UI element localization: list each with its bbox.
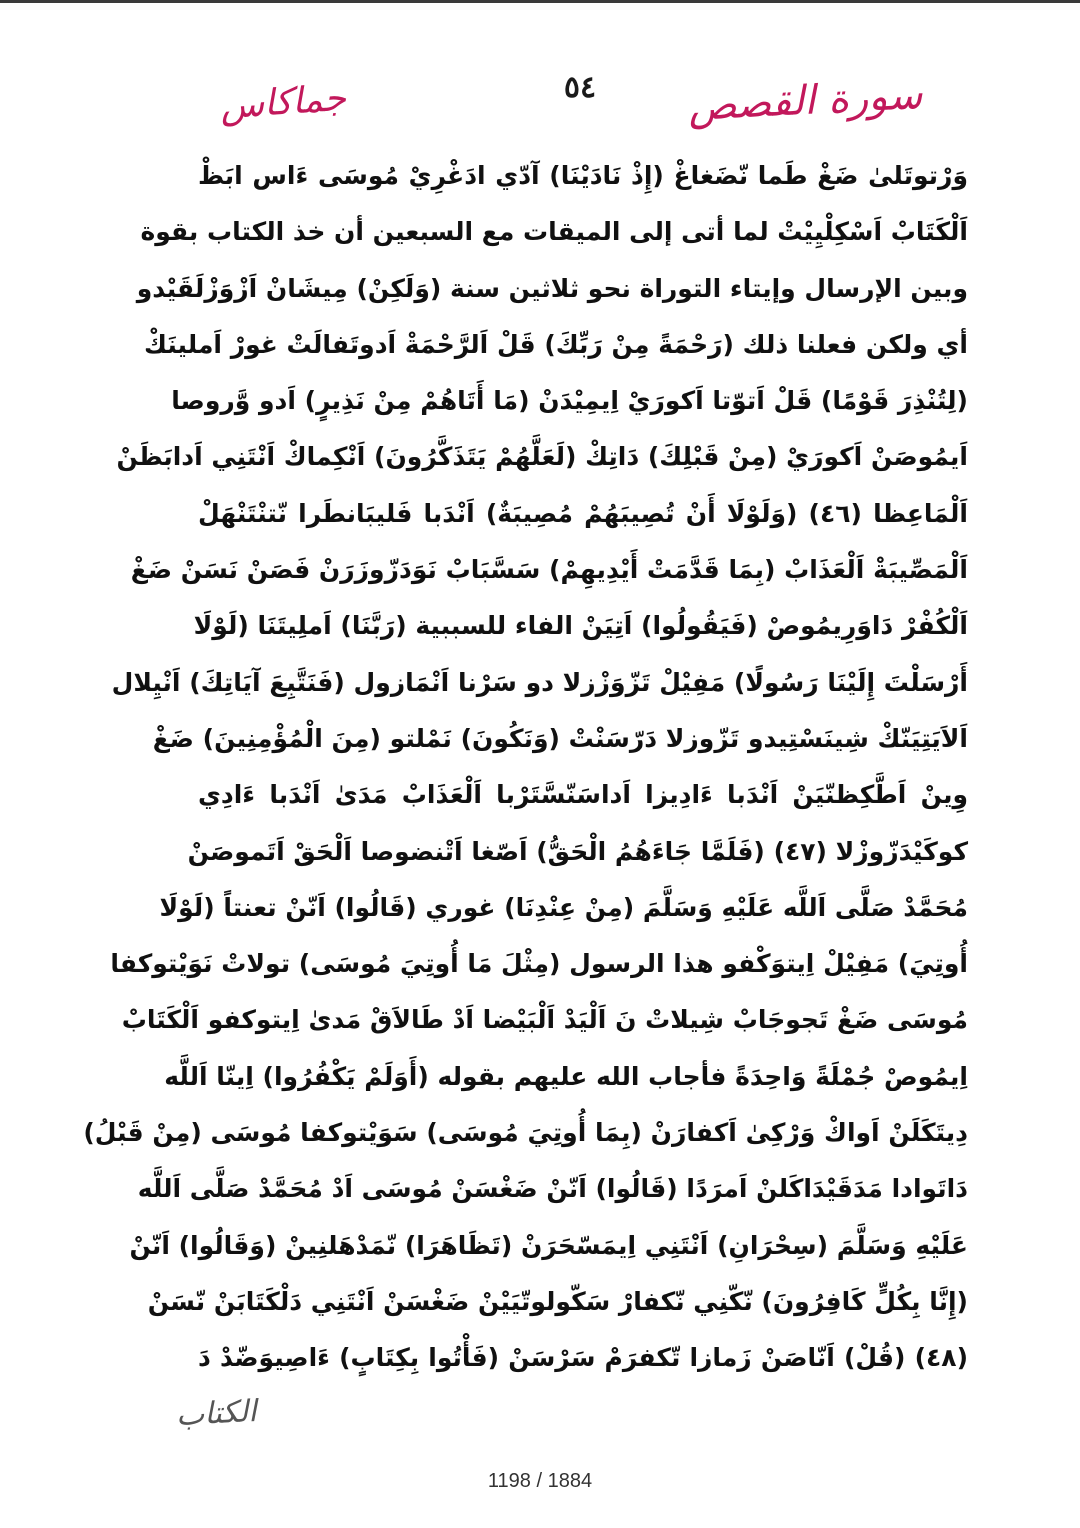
text-line: اِيمُوصْ جُمْلَةً وَاحِدَةً فأجاب الله عليهم بقوله (أَوَلَمْ يَكْفُرُوا) اِينّا اَللَّه	[164, 1061, 968, 1091]
text-line: مُوسَى ضَغْ تَجوجَابْ شِيلاتْ نَ اَلْيَدْ اَلْبَيْضا اَدْ طَالاَقْ مَدىٰ اِيتوكفو اَلْكَتَابْ	[121, 1005, 968, 1035]
text-line: أَرْسَلْتَ إِلَيْنَا رَسُولًا) مَفِيْلْ تَزّوَزْزلا دو سَرْنا اَنْمَازول (فَنَتَّبِعَ آيَاتِكَ) اَنْيِلال	[111, 667, 968, 697]
text-line: (٤٨) (قُلْ) اَنّاصَنْ زَمازا تّكفرَمْ سَرْسَنْ (فَأْتُوا بِكِتَابٍ) ءَاصِيوَضّدْ دَ	[198, 1343, 968, 1373]
text-line: اَلاَيَتِيَنّكْ شِينَسْتِيدو تَزّوزلا دَرّسَنْتْ (وَنَكُونَ) نَمْلتو (مِنَ الْمُؤْمِنِينَ) ضَغْ	[152, 723, 968, 753]
scan-top-edge	[0, 0, 1080, 3]
text-line: اَلْمَاعِظا (٤٦) (وَلَوْلَا أَنْ تُصِيبَهُمْ مُصِيبَةٌ) اَنْدَبا فَليبَانطَرا نّتنْتَنْهَلْ	[198, 498, 968, 528]
text-line: (إِنَّا بِكُلٍّ كَافِرُونَ) نّكّنِي نّكفارْ سَكّولوتّيَيْنْ ضَغْسَنْ اَنْتَنِي دَلْكَتَابَنْ نّسَنْ	[147, 1286, 968, 1316]
text-line: عَلَيْهِ وَسَلَّمَ (سِحْرَانِ) اَنْتَنِي اِيمَسّحَرَنْ (تَظَاهَرَا) نّمَدْهَلنِينْ (وَقَالُوا) اَنّنْ	[129, 1230, 968, 1260]
text-line: اَلْكُفْرْ دَاوَرِيمُوصْ (فَيَقُولُوا) اَتِيَنْ الفاء للسببية (رَبَّنَا) اَملِيتَنَا (لَوْلَا	[193, 611, 968, 641]
text-line: اَلْكَتَابْ اَسْكِلْيِيْتْ لما أتى إلى الميقات مع السبعين أن خذ الكتاب بقوة	[140, 217, 968, 247]
text-line: مُحَمَّدْ صَلَّى اَللَّه عَلَيْهِ وَسَلَّمَ (مِنْ عِنْدِنَا) غوري (قَالُوا) اَنّنْ تعنتاً (لَوْلَا	[159, 892, 968, 922]
text-line: أي ولكن فعلنا ذلك (رَحْمَةً مِنْ رَبِّكَ) قَلْ اَلرَّحْمَةْ اَدوتَفالَتْ غورْ اَملينَكْ	[144, 329, 968, 359]
text-line: كوكَيْدَزّوزْلا (٤٧) (فَلَمَّا جَاءَهُمُ الْحَقُّ) اَصّغا اَتْنضوصا اَلْحَقْ اَتَموصَنْ	[187, 836, 968, 866]
text-line: دِيتَكَلَنْ اَواكْ وَرْكِىٰ اَكفارَنْ (بِمَا أُوتِيَ مُوسَى) سَوَيْتوكفا مُوسَى (مِنْ قَبْلُ)	[83, 1118, 968, 1148]
page-number: ٥٤	[563, 70, 597, 105]
surah-title-annotation: سورة القصص	[686, 71, 924, 131]
text-line: وبين الإرسال وإيتاء التوراة نحو ثلاثين سنة (وَلَكِنْ) مِيشَانْ اَزْوَزْلَقَيْدو	[136, 273, 968, 303]
text-line: أُوتِيَ) مَفِيْلْ اِيتوَكْفو هذا الرسول (مِثْلَ مَا أُوتِيَ مُوسَى) تولاتْ نَوَيْتوكفا	[110, 949, 968, 979]
catchword-annotation: الكتاب	[175, 1393, 258, 1434]
text-line: اَيمُوصَنْ اَكورَيْ (مِنْ قَبْلِكَ) دَاتِكْ (لَعَلَّهُمْ يَتَذَكَّرُونَ) اَنْكِماكْ اَنْتَنِي اَدابَظَنْ	[116, 442, 968, 472]
manuscript-body	[83, 148, 968, 1387]
text-line: اَلْمَصِّيبَةْ اَلْعَذَابْ (بِمَا قَدَّمَتْ أَيْدِيهِمْ) سَسَّبَابْ نَوَدَزّوزَرَنْ فَصَنْ نَسَنْ ضَغْ	[130, 555, 968, 585]
text-line: (لِتُنْذِرَ قَوْمًا) قَلْ اَتوّتا اَكورَيْ اِيمِيْدَنْ (مَا أَتَاهُمْ مِنْ نَذِيرٍ) اَدو وَّروصا	[171, 386, 968, 416]
margin-note-annotation: جماكاس	[218, 77, 348, 128]
text-line: وِينْ اَطَّكِظنّيَنْ اَنْدَبا ءَادِيزا اَداسَنّسَّتَرْبا اَلْعَذَابْ مَدَىٰ اَنْدَبا ءَادِي	[198, 780, 968, 810]
text-line: دَاتَوادا مَدَقَيْدَاكَلنْ اَمرَدًا (قَالُوا) اَنّنْ ضَغْسَنْ مُوسَى اَدْ مُحَمَّدْ صَلَّى اَللَّه	[137, 1174, 968, 1204]
text-line: وَرْتوتَلىٰ ضَغْ طَما نّضَغاغْ (إِذْ نَادَيْنَا) آدّي ادَغْرِيْ مُوسَى ءَاس ابَظْ	[198, 161, 968, 190]
page-counter: 1198 / 1884	[487, 1470, 593, 1492]
